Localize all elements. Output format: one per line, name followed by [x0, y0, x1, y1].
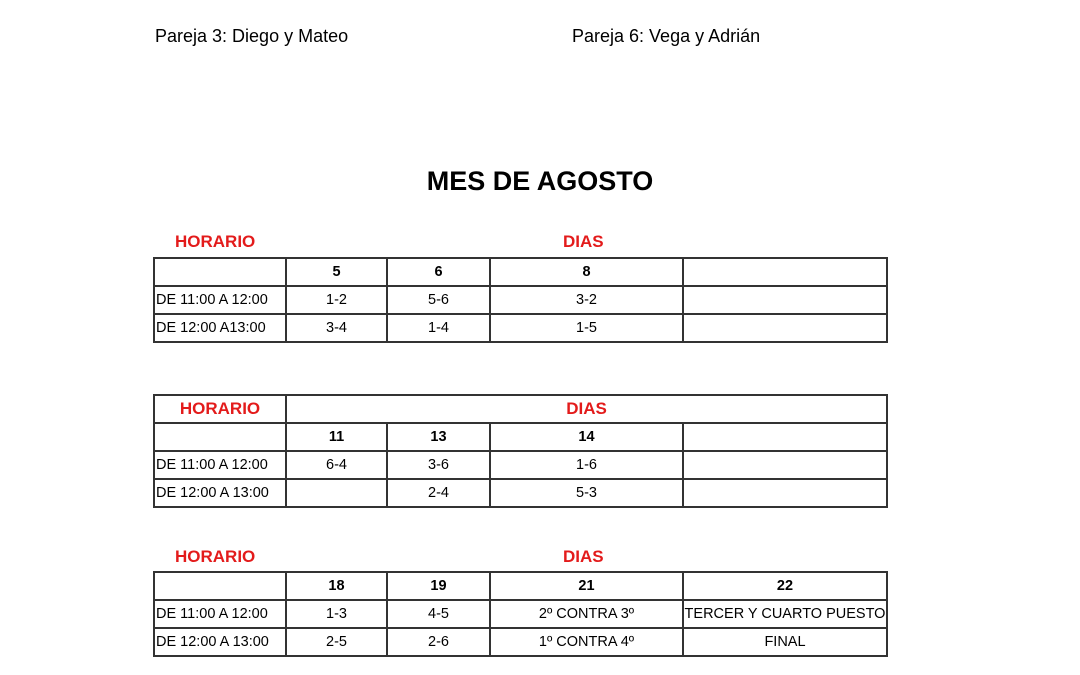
pareja-6: Pareja 6: Vega y Adrián [572, 26, 761, 46]
match-cell: TERCER Y CUARTO PUESTO [683, 600, 887, 628]
match-cell: 1-6 [490, 451, 683, 479]
match-cell: FINAL [683, 628, 887, 656]
horario-label: HORARIO [175, 232, 256, 251]
match-cell: 2º CONTRA 3º [490, 600, 683, 628]
match-cell [683, 286, 887, 314]
day-header: 13 [387, 423, 490, 451]
table-row [154, 600, 887, 628]
day-header: 18 [286, 572, 387, 600]
match-cell: 4-5 [387, 600, 490, 628]
match-cell: 5-6 [387, 286, 490, 314]
pareja-3: Pareja 3: Diego y Mateo [155, 26, 349, 46]
dias-label: DIAS [563, 232, 604, 251]
match-cell: 2-4 [387, 479, 490, 507]
match-cell: 3-4 [286, 314, 387, 342]
match-cell [683, 314, 887, 342]
empty-cell [154, 572, 286, 600]
time-cell: DE 12:00 A 13:00 [154, 628, 286, 656]
day-header: 8 [490, 258, 683, 286]
match-cell: 1-3 [286, 600, 387, 628]
day-header: 14 [490, 423, 683, 451]
horario-label: HORARIO [175, 547, 256, 566]
match-cell: 2-5 [286, 628, 387, 656]
table-row [154, 451, 887, 479]
day-header [683, 258, 887, 286]
table-row [154, 286, 887, 314]
match-cell: 6-4 [286, 451, 387, 479]
match-cell: 1-5 [490, 314, 683, 342]
schedule-table-2 [153, 394, 888, 508]
empty-cell [154, 423, 286, 451]
table-row [154, 479, 887, 507]
day-header: 19 [387, 572, 490, 600]
day-header [683, 423, 887, 451]
table-row [154, 314, 887, 342]
day-header-row [154, 258, 887, 286]
match-cell: 1º CONTRA 4º [490, 628, 683, 656]
match-cell: 3-2 [490, 286, 683, 314]
time-cell: DE 12:00 A 13:00 [154, 479, 286, 507]
match-cell: 1-4 [387, 314, 490, 342]
horario-header: HORARIO [154, 395, 286, 423]
dias-header: DIAS [286, 395, 887, 423]
time-cell: DE 12:00 A13:00 [154, 314, 286, 342]
empty-cell [154, 258, 286, 286]
day-header-row [154, 423, 887, 451]
day-header: 11 [286, 423, 387, 451]
time-cell: DE 11:00 A 12:00 [154, 600, 286, 628]
match-cell [286, 479, 387, 507]
page-title: MES DE AGOSTO [426, 166, 654, 196]
dias-label: DIAS [563, 547, 604, 566]
day-header: 5 [286, 258, 387, 286]
schedule-table-3 [153, 571, 888, 657]
schedule-table-1 [153, 257, 888, 343]
day-header: 6 [387, 258, 490, 286]
match-cell: 5-3 [490, 479, 683, 507]
day-header: 21 [490, 572, 683, 600]
time-cell: DE 11:00 A 12:00 [154, 286, 286, 314]
match-cell [683, 451, 887, 479]
time-cell: DE 11:00 A 12:00 [154, 451, 286, 479]
day-header-row [154, 572, 887, 600]
match-cell [683, 479, 887, 507]
match-cell: 3-6 [387, 451, 490, 479]
match-cell: 2-6 [387, 628, 490, 656]
day-header: 22 [683, 572, 887, 600]
table-row [154, 628, 887, 656]
match-cell: 1-2 [286, 286, 387, 314]
